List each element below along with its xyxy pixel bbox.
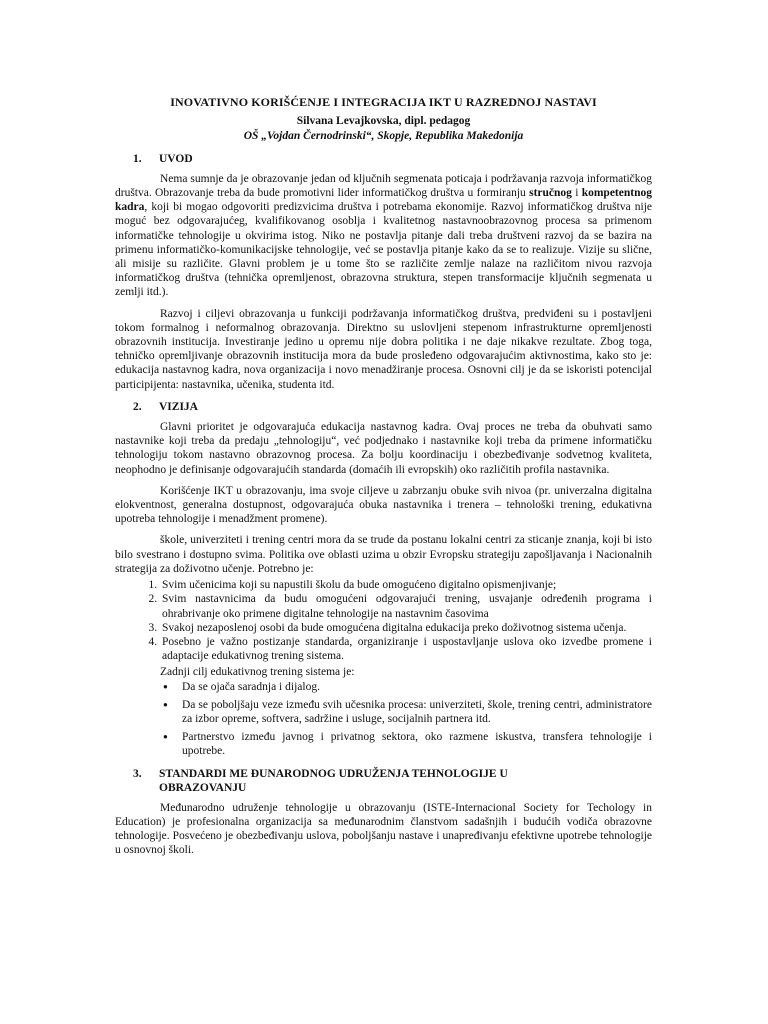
- bullet-item: ● Da se ojača saradnja i dijalog.: [182, 680, 652, 694]
- paragraph: Međunarodno udruženje tehnologije u obrazovanju (ISTE-Internacional Society for Techology in Education) je profesionalna organizacija sa međunarodnim članstvom sadašnjih i budućih vodiča obrazovne tehnologije. Posvećeno je obezbeđivanju uslova, poboljšanju nastave i unapređivanju efektivne upotrebe tehnologije u osnovnoj školi.: [115, 801, 652, 857]
- list-item: 4. Posebno je važno postizanje standarda, organiziranje i uspostavljanje uslova oko izvedbe promene i adaptacije edukativnog trening sistema.: [160, 635, 652, 663]
- bullet-item: ● Da se poboljšaju veze između svih učesnika procesa: univerziteti, škole, trening centri, administratore za izbor opreme, softvera, sadržine i usluge, socijalnih partnera itd.: [182, 698, 652, 726]
- paragraph: škole, univerziteti i trening centri mora da se trude da postanu lokalni centri za sticanje znanja, koji bi isto bilo svestrano i dostupno svima. Politika ove oblasti uzima u obzir Evropsku strategiju zapošljavanja i Nacionalnih strategija za doživotno učenje. Potrebno je:: [115, 534, 652, 575]
- list-item: 3. Svakoj nezaposlenoj osobi da bude omogućena digitalna edukacija preko doživotnog sistema učenja.: [160, 621, 652, 635]
- section-heading-standardi: [115, 767, 652, 795]
- section-title-line: STANDARDI ME ĐUNARODNOG UDRUŽENJA TEHNOLOGIJE U: [159, 767, 508, 780]
- list-lead-text: Zadnji cilj edukativnog trening sistema je:: [160, 666, 355, 679]
- text-run: i: [571, 187, 582, 200]
- list-item: 1. Svim učenicima koji su napustili školu da bude omogućeno digitalno opismenjivanje;: [160, 578, 652, 592]
- section-number: 3.: [133, 767, 142, 780]
- text-run: , koji bi mogao odgovoriti predizvicima društva i potrebama ekonomije. Razvoj informatičkog društva nije moguć bez odgovarajućeg, kvalifikovanog osoblja i kvalitetnog nastavnoobrazovnog procesa sa primenom informatičke tehnologije u okvirima istog. Niko ne postavlja pitanje dali treba društveni razvoj da se bazira na primenu informatičko-komunikacijske tehnologije, već se postavlja pitanje kako da se to realizuje. Vizije su slične, ali misije su različite. Glavni problem je u tome što se različite zemlje nalaze na različitom nivou razvoja informatičkog društva (tehnička opremljenost, obrazovna struktura, stepen transformacije ključnih segmenata u zemlji itd.).: [115, 201, 652, 299]
- section-heading-uvod: [115, 152, 652, 166]
- document-title: INOVATIVNO KORIŠĆENJE I INTEGRACIJA IKT U RAZREDNOJ NASTAVI: [170, 95, 597, 109]
- section-number: 1.: [133, 152, 142, 165]
- document-body: [115, 95, 652, 864]
- bullet-list: [115, 680, 652, 759]
- paragraph: Razvoj i ciljevi obrazovanja u funkciji podržavanja informatičkog društva, predviđeni su i postavljeni tokom formalnog i neformalnog obrazovanja. Direktno su uslovljeni stepenom infrastrukturne opremljenosti obrazovnih institucija. Investiranje jedino u opremu nije dobra politika i ne daje nikakve rezultate. Zbog toga, tehničko opremljivanje obrazovnih institucija mora da bude prosleđeno odgovarajućim aktivnostima, kako sto je: edukacija nastavnog kadra, nova organizacija i novo menadžiranje procesa. Osnovni cilj je da se iskoristi potencijal participijenta: nastavnika, učenika, studenta itd.: [115, 307, 652, 391]
- school-line: OŠ „Vojdan Černodrinski“, Skopje, Republika Makedonija: [243, 130, 524, 143]
- section-heading-vizija: [115, 400, 652, 414]
- paragraph: Korišćenje IKT u obrazovanju, ima svoje ciljeve u zabrzanju obuke svih nivoa (pr. univerzalna digitalna elokventnost, generalna dostupnost, odgovarajuća obuka nastavnika i trenera – tehnološki trening, edukativna upotreba tehnologije i menadžment promene).: [115, 484, 652, 526]
- text-run: Nema sumnje da je obrazovanje jedan od ključnih segmenata poticaja i podržavanja razvoja informatičkog društva. Obrazovanje treba da bude promotivni lider informatičkog društva u formiranju: [115, 172, 652, 200]
- section-title: UVOD: [159, 152, 193, 165]
- section-title: [159, 767, 652, 795]
- bullet-item: ● Partnerstvo između javnog i privatnog sektora, oko razmene iskustva, transfera tehnologije i upotrebe.: [182, 730, 652, 758]
- section-number: 2.: [133, 400, 142, 413]
- numbered-list: [115, 578, 652, 663]
- bold-term: stručnog: [529, 187, 572, 200]
- author-line: Silvana Levajkovska, dipl. pedagog: [296, 115, 471, 128]
- bold-term: kompetentnog kadra: [115, 187, 652, 214]
- section-title: VIZIJA: [159, 400, 198, 413]
- list-item: 2. Svim nastavnicima da budu omogućeni odgovarajući trening, usvajanje određenih programa i ohrabrivanje oko primene digitalne tehnologije na nastavnim časovima: [160, 592, 652, 620]
- paragraph: Glavni prioritet je odgovarajuća edukacija nastavnog kadra. Ovaj proces ne treba da obuhvati samo nastavnike koji treba da predaju „tehnologiju“, već podjednako i nastavnike koji treba da primene informatičku tehnologiju tokom nastavno obrazovnog procesa. Za bolju koordinaciju i obezbeđivanje sodvetnog kvaliteta, neophodno je definisanje odgovarajućih standarda (domaćih ili evropskih) oko različitih profila nastavnika.: [115, 421, 652, 476]
- section-title-line: OBRAZOVANJU: [159, 781, 247, 794]
- paragraph: [115, 172, 652, 300]
